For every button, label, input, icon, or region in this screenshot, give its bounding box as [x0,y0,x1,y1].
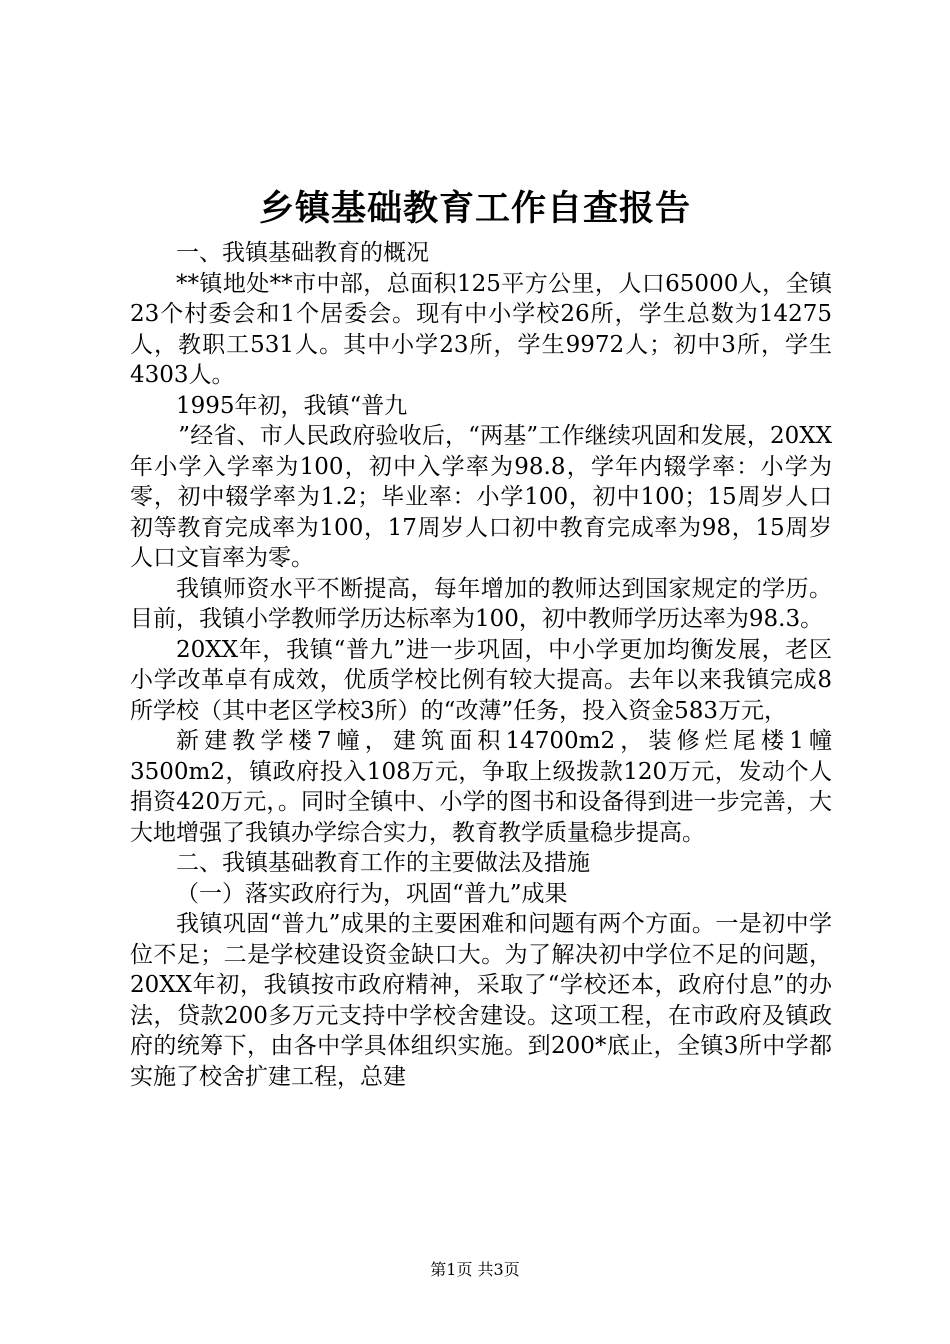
paragraph-20xx: 20XX年，我镇“普九”进一步巩固，中小学更加均衡发展，老区小学改革卓有成效，优质学校比例有较大提高。去年以来我镇完成8所学校（其中老区学校3所）的“改薄”任务，投入资金583万元， [130,636,832,724]
paragraph-overview: **镇地处**市中部，总面积125平方公里，人口65000人，全镇23个村委会和1个居委会。现有中小学校26所，学生总数为14275人，教职工531人。其中小学23所，学生9972人；初中3所，学生4303人。 [130,270,832,388]
paragraph-difficulties: 我镇巩固“普九”成果的主要困难和问题有两个方面。一是初中学位不足；二是学校建设资金缺口大。为了解决初中学位不足的问题，20XX年初，我镇按市政府精神，采取了“学校还本，政府付息”的办法，贷款200多万元支持中学校舍建设。这项工程，在市政府及镇政府的统筹下，由各中学具体组织实施。到200*底止，全镇3所中学都实施了校舍扩建工程，总建 [130,911,832,1090]
page-number-footer: 第1页 共3页 [430,1260,520,1279]
section-heading-1: 一、我镇基础教育的概况 [176,240,429,266]
document-title: 乡镇基础教育工作自查报告 [258,188,691,229]
paragraph-teachers: 我镇师资水平不断提高，每年增加的教师达到国家规定的学历。目前，我镇小学教师学历达标率为100，初中教师学历达率为98.3。 [130,575,832,632]
paragraph-1995: 1995年初，我镇“普九 [176,392,408,419]
paragraph-two-basics: ”经省、市人民政府验收后，“两基”工作继续巩固和发展，20XX年小学入学率为100，初中入学率为98.8，学年内辍学率：小学为零，初中辍学率为1.2；毕业率：小学100，初中100；15周岁人口初等教育完成率为100，17周岁人口初中教育完成率为98，15周岁人口文盲率为零。 [130,423,832,571]
document-body [130,238,832,1092]
subsection-heading-1: （一）落实政府行为，巩固“普九”成果 [176,880,568,907]
section-heading-2: 二、我镇基础教育工作的主要做法及措施 [176,850,590,876]
paragraph-construction: 新建教学楼7幢，建筑面积14700m2，装修烂尾楼1幢3500m2，镇政府投入108万元，争取上级拨款120万元，发动个人捐资420万元，。同时全镇中、小学的图书和设备得到进一步完善，大大地增强了我镇办学综合实力，教育教学质量稳步提高。 [130,728,832,846]
